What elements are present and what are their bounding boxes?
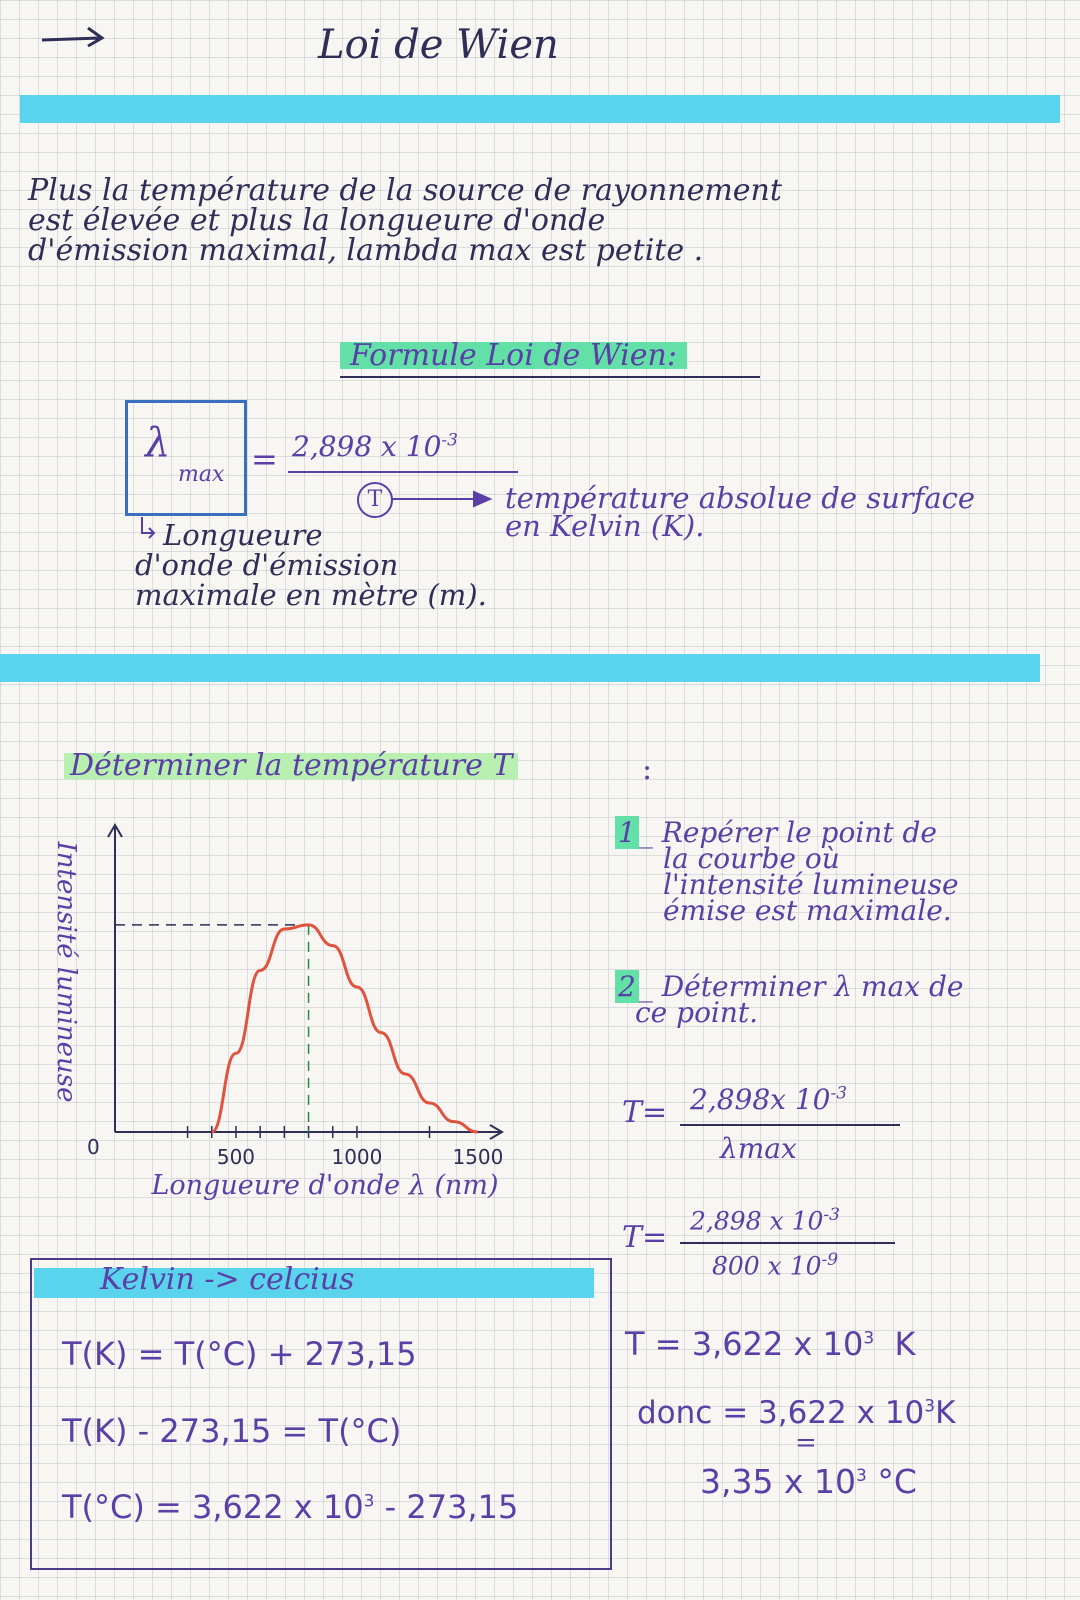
formula-underline xyxy=(340,376,760,378)
step-1: 1 _ Repérer le point de la courbe où l'intensité lumineuse émise est maximale. xyxy=(615,820,1075,924)
calc-2-fraction-bar xyxy=(680,1242,895,1244)
kelvin-formula-3: T(°C) = 3,622 x $10^3 - 273,15$ xyxy=(62,1488,519,1526)
fraction-bar xyxy=(288,471,518,473)
formula-numerator: 2,898 x $10^{-3}$ xyxy=(292,430,458,463)
formula-title: Formule Loi de Wien: xyxy=(340,338,687,373)
result-donc: donc = 3,622 x $10^3K$ xyxy=(637,1395,956,1431)
equals-sign: = xyxy=(251,440,278,478)
highlight-band-middle xyxy=(0,654,1040,682)
x-axis-label: Longueure d'onde λ (nm) xyxy=(151,1170,499,1201)
wien-chart xyxy=(20,820,600,1240)
x-tick-label: 1000 xyxy=(331,1145,383,1169)
result-equals: = xyxy=(795,1428,817,1458)
step-2: 2 _ Déterminer λ max de ce point. xyxy=(615,974,1075,1026)
temperature-note: température absolue de surface en Kelvin (K). xyxy=(505,481,976,543)
origin-label: 0 xyxy=(87,1135,100,1159)
intro-line: Plus la température de la source de rayonnement xyxy=(28,173,782,208)
kelvin-formula-1: T(K) = T(°C) + 273,15 xyxy=(62,1335,417,1373)
result-kelvin: T = 3,622 x $10^3$ K xyxy=(625,1325,916,1363)
x-tick-label: 500 xyxy=(216,1145,256,1169)
section-title: Déterminer la température T xyxy=(64,748,518,783)
lambda-note: Longueure d'onde d'émission maximale en mètre (m). xyxy=(135,518,487,612)
calc-2-denominator: 800 x $10^{-9}$ xyxy=(712,1250,839,1281)
kelvin-box-title: Kelvin -> celcius xyxy=(100,1262,355,1297)
temperature-symbol: T xyxy=(357,482,393,518)
page-title: Loi de Wien xyxy=(318,22,559,68)
step-number: 1 xyxy=(615,816,639,849)
highlight-band-top xyxy=(20,95,1060,123)
section-colon: : xyxy=(642,752,653,787)
steps-column xyxy=(615,816,1075,1029)
intro-line: d'émission maximal, lambda max est petite . xyxy=(28,233,704,268)
x-tick-label: 1500 xyxy=(452,1145,504,1169)
arrow-right-icon xyxy=(390,489,500,509)
y-axis-label: Intensité lumineuse xyxy=(51,841,81,1103)
lambda-subscript: max xyxy=(178,462,225,487)
intro-line: est élevée et plus la longueure d'onde xyxy=(28,203,606,238)
calc-1-numerator: 2,898x $10^{-3}$ xyxy=(690,1083,848,1116)
intensity-curve xyxy=(212,925,478,1132)
calc-2-numerator: 2,898 x $10^{-3}$ xyxy=(690,1205,840,1236)
intro-paragraph xyxy=(28,173,1048,268)
arrow-right-icon xyxy=(38,22,108,52)
calc-1: T= xyxy=(622,1095,668,1130)
lambda-box xyxy=(125,400,247,516)
step-number: 2 xyxy=(615,970,639,1003)
result-celsius: 3,35 x $10^3$ °C xyxy=(700,1462,917,1501)
calc-1-denominator: λmax xyxy=(720,1132,797,1165)
calc-2: T= xyxy=(622,1220,668,1255)
kelvin-formula-2: T(K) - 273,15 = T(°C) xyxy=(62,1412,402,1450)
calc-1-fraction-bar xyxy=(680,1124,900,1126)
lambda-symbol: λ xyxy=(145,420,171,466)
